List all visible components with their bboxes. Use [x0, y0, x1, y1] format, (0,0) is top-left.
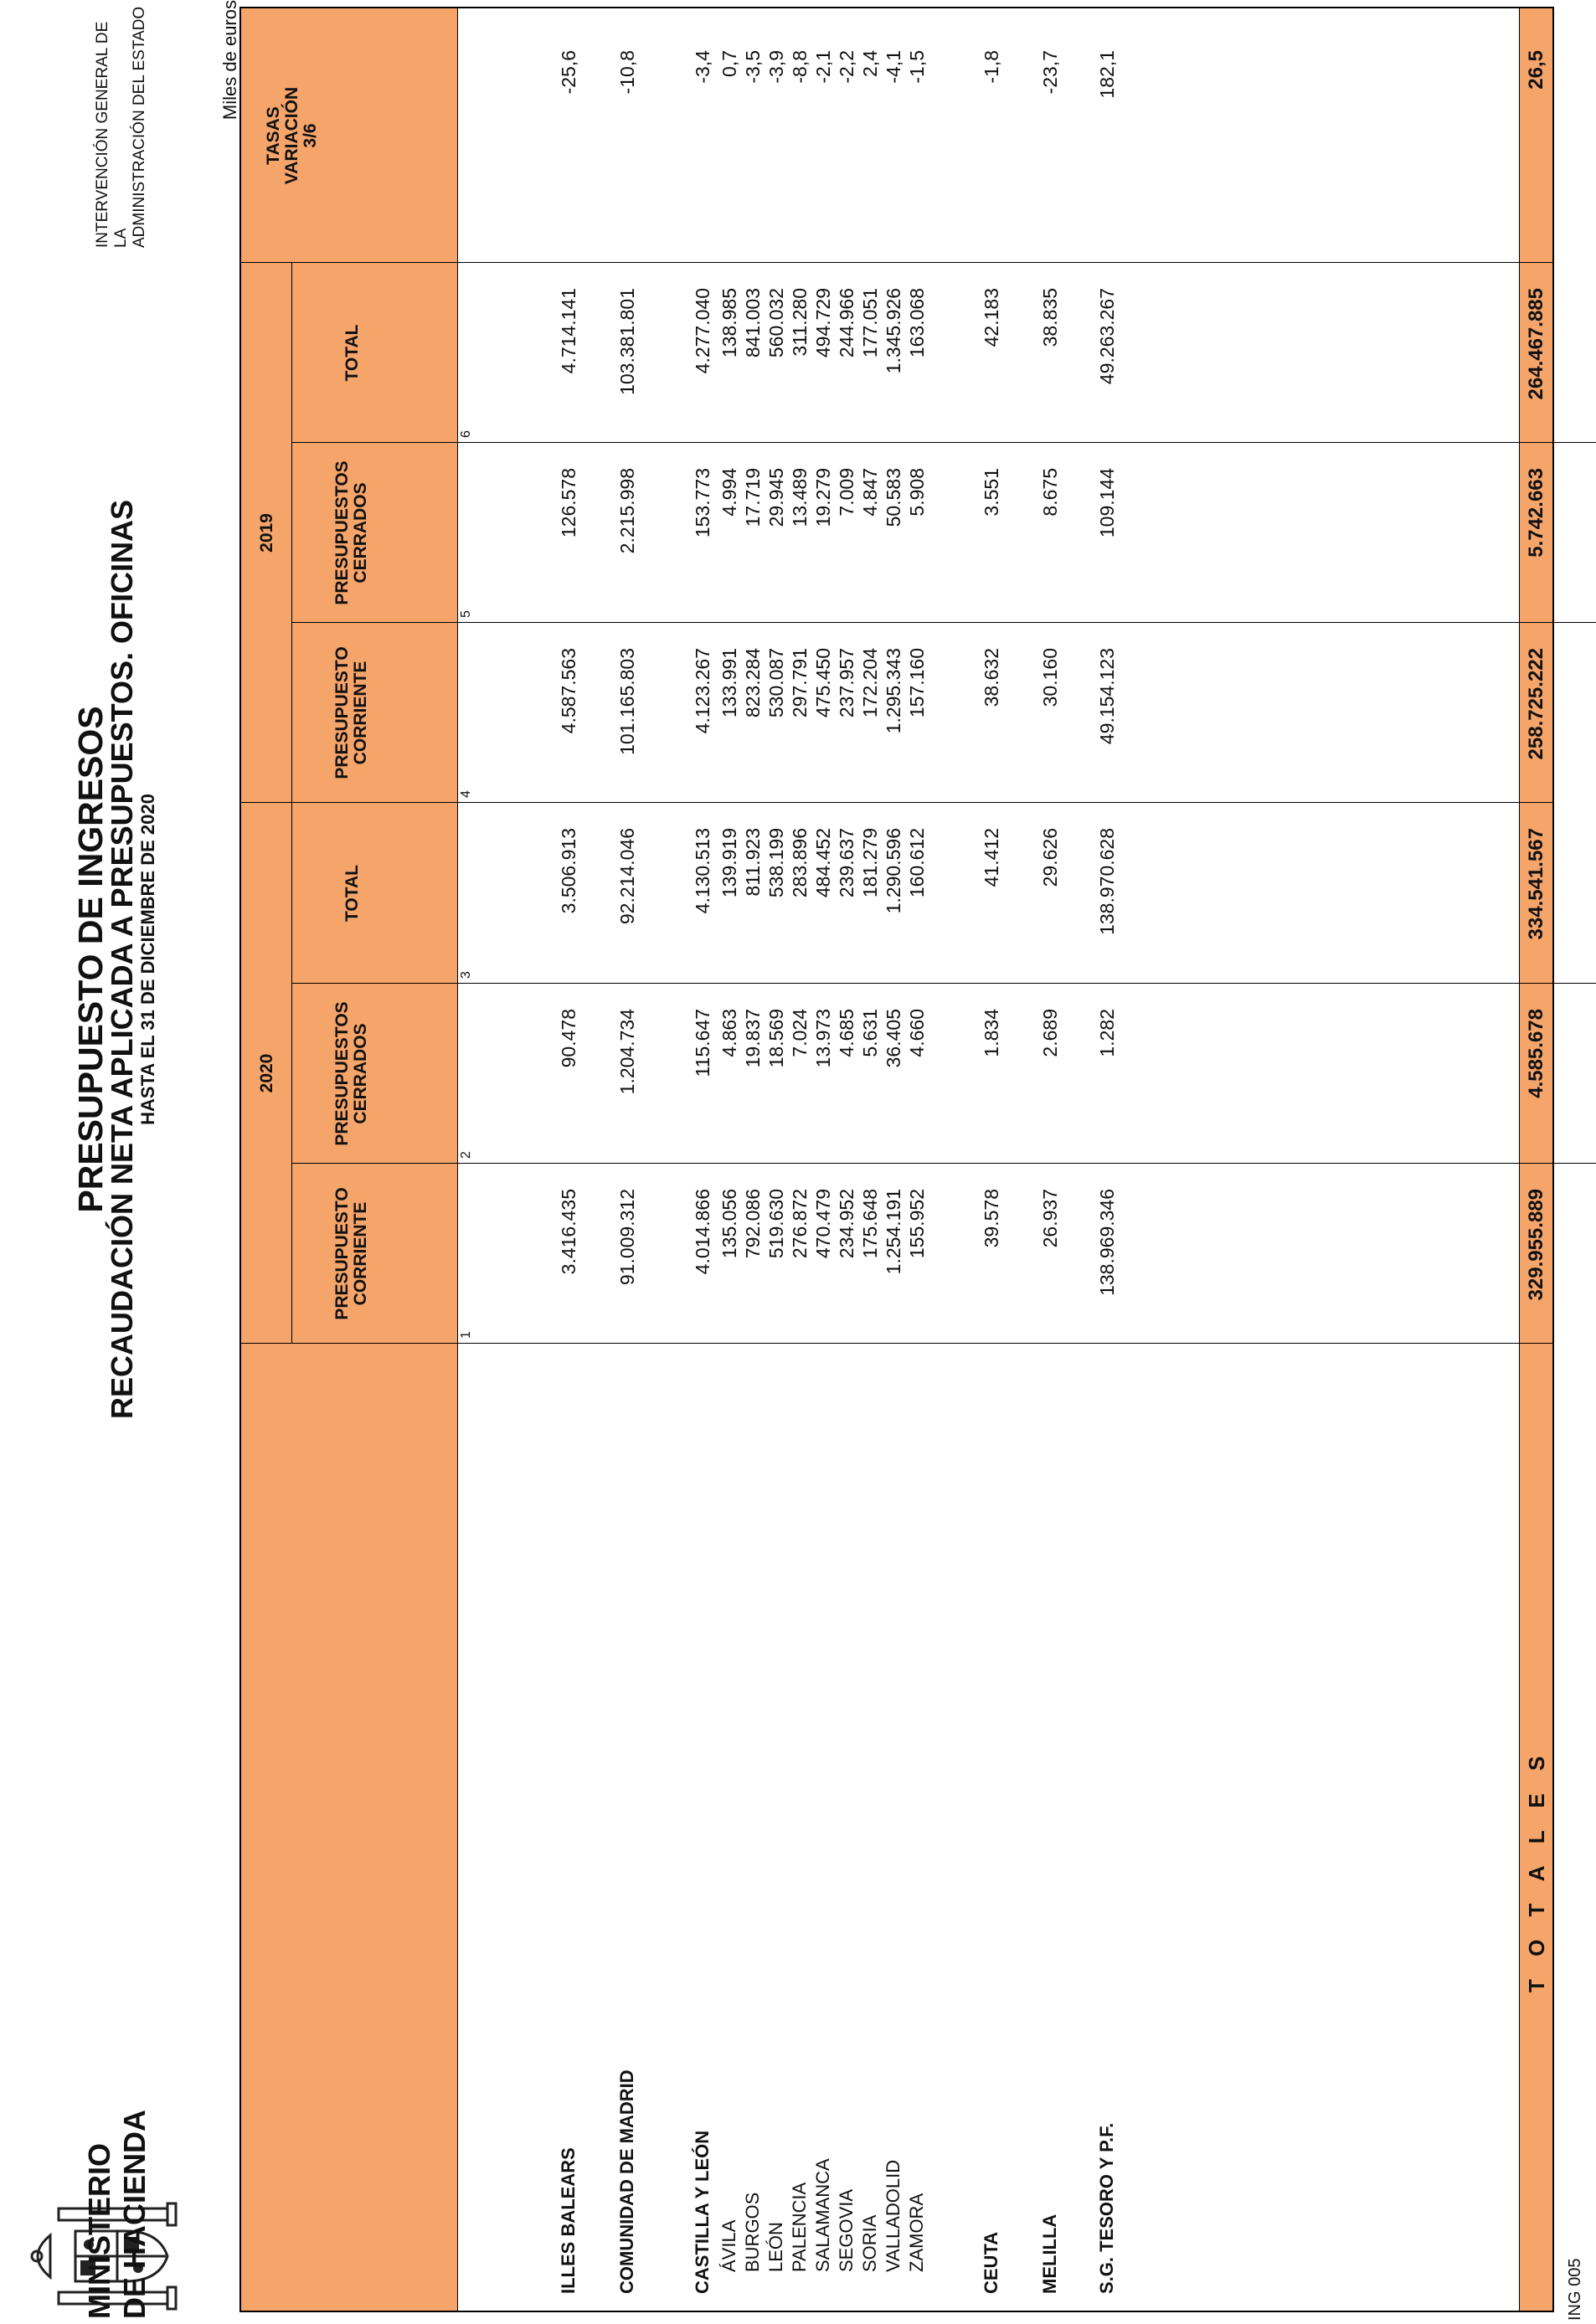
col-rule-4 — [291, 622, 1596, 623]
form-code: ING 005 — [1566, 2258, 1584, 2321]
row-0-value-6: 4.714.141 — [558, 288, 579, 374]
row-3-value-7: 0,7 — [718, 50, 740, 77]
row-12-value-3: 41.412 — [981, 828, 1002, 887]
totals-value-6: 264.467.885 — [1525, 288, 1547, 400]
row-1-value-5: 2.215.998 — [616, 468, 638, 554]
row-label-0: ILLES BALEARS — [558, 2147, 579, 2294]
intervencion-line-1: INTERVENCIÓN GENERAL DE LA — [94, 21, 130, 248]
row-12-value-6: 42.183 — [981, 288, 1002, 347]
row-1-value-3: 92.214.046 — [616, 828, 638, 925]
row-6-value-2: 7.024 — [789, 1009, 811, 1057]
row-11-value-3: 160.612 — [906, 828, 928, 898]
intervencion-line-2: ADMINISTRACIÓN DEL ESTADO — [131, 6, 148, 248]
ministry-line-2: DE HACIENDA — [117, 2109, 152, 2319]
column-header-line: TOTAL — [342, 864, 362, 923]
column-header-6 — [343, 263, 362, 443]
row-label-2: CASTILLA Y LEÓN — [692, 2130, 713, 2294]
row-7-value-5: 19.279 — [812, 468, 834, 527]
row-8-value-3: 239.637 — [836, 828, 857, 898]
column-header-line: PRESUPUESTO — [332, 1187, 352, 1320]
rate-header-line: 3/6 — [301, 123, 320, 148]
row-11-value-2: 4.660 — [906, 1009, 928, 1057]
row-9-value-6: 177.051 — [859, 288, 881, 358]
row-14-value-3: 138.970.628 — [1096, 828, 1118, 935]
col-rule-2 — [291, 983, 1596, 984]
row-12-value-5: 3.551 — [981, 468, 1002, 517]
row-label-6: PALENCIA — [789, 2182, 810, 2272]
row-10-value-4: 1.295.343 — [883, 648, 904, 734]
column-number-5: 5 — [459, 610, 473, 618]
row-5-value-1: 519.630 — [765, 1189, 787, 1259]
column-header-line: CERRADOS — [351, 1023, 370, 1124]
row-3-value-1: 135.056 — [718, 1189, 740, 1259]
row-11-value-1: 155.952 — [906, 1189, 928, 1259]
row-10-value-1: 1.254.191 — [883, 1189, 904, 1275]
row-6-value-5: 13.489 — [789, 468, 811, 527]
ministry-name — [82, 2110, 152, 2319]
column-header-line: TOTAL — [342, 324, 362, 382]
row-10-value-6: 1.345.926 — [883, 288, 904, 374]
row-label-14: S.G. TESORO Y P.F. — [1096, 2122, 1117, 2294]
row-0-value-5: 126.578 — [558, 468, 579, 538]
row-8-value-4: 237.957 — [836, 648, 857, 718]
row-7-value-1: 470.479 — [812, 1189, 834, 1259]
row-1-value-4: 101.165.803 — [616, 648, 638, 755]
col-rule-1 — [291, 1163, 1596, 1164]
row-8-value-1: 234.952 — [836, 1189, 857, 1259]
row-10-value-3: 1.290.596 — [883, 828, 904, 914]
row-7-value-4: 475.450 — [812, 648, 834, 718]
rate-header — [265, 8, 320, 263]
column-header-line: CORRIENTE — [351, 661, 370, 765]
row-11-value-7: -1,5 — [906, 50, 928, 84]
row-6-value-6: 311.280 — [789, 288, 811, 357]
row-0-value-3: 3.506.913 — [558, 828, 579, 914]
row-11-value-6: 163.068 — [906, 288, 928, 358]
column-header-5 — [333, 443, 370, 623]
row-12-value-1: 39.578 — [981, 1189, 1002, 1248]
totals-value-1: 329.955.889 — [1525, 1189, 1547, 1301]
row-8-value-6: 244.966 — [836, 288, 857, 358]
row-9-value-5: 4.847 — [859, 468, 881, 517]
row-12-value-7: -1,8 — [981, 50, 1002, 84]
column-number-1: 1 — [459, 1331, 473, 1339]
row-5-value-3: 538.199 — [765, 828, 787, 898]
column-header-3 — [343, 803, 362, 984]
row-6-value-3: 283.896 — [789, 828, 811, 898]
row-7-value-3: 484.452 — [812, 828, 834, 898]
row-3-value-6: 138.985 — [718, 288, 740, 358]
row-12-value-2: 1.834 — [981, 1009, 1002, 1057]
row-4-value-6: 841.003 — [742, 288, 764, 358]
row-9-value-1: 175.648 — [859, 1189, 881, 1259]
row-9-value-3: 181.279 — [859, 828, 881, 898]
row-13-value-2: 2.689 — [1039, 1009, 1061, 1057]
row-label-8: SEGOVIA — [836, 2188, 857, 2272]
row-label-7: SALAMANCA — [812, 2158, 833, 2272]
row-label-13: MELILLA — [1039, 2213, 1060, 2294]
row-label-1: COMUNIDAD DE MADRID — [616, 2069, 637, 2294]
row-label-10: VALLADOLID — [883, 2159, 904, 2272]
row-7-value-6: 494.729 — [812, 288, 834, 358]
row-4-value-4: 823.284 — [742, 648, 764, 718]
row-9-value-7: 2,4 — [859, 50, 881, 77]
row-4-value-5: 17.719 — [742, 468, 764, 527]
row-9-value-4: 172.204 — [859, 648, 881, 718]
row-9-value-2: 5.631 — [859, 1009, 881, 1057]
row-1-value-2: 1.204.734 — [616, 1009, 638, 1095]
row-label-12: CEUTA — [981, 2231, 1001, 2294]
report-title: PRESUPUESTO DE INGRESOS — [71, 706, 110, 1213]
row-13-value-4: 30.160 — [1039, 648, 1061, 707]
row-3-value-2: 4.863 — [718, 1009, 740, 1057]
row-8-value-5: 7.009 — [836, 468, 857, 517]
row-14-value-4: 49.154.123 — [1096, 648, 1118, 745]
row-13-value-7: -23,7 — [1039, 50, 1061, 95]
ministry-line-1: MINISTERIO — [82, 2142, 116, 2319]
row-4-value-3: 811.923 — [742, 828, 764, 897]
year-current-label: 2020 — [257, 1053, 276, 1093]
column-header-2 — [333, 984, 370, 1164]
row-6-value-7: -8,8 — [789, 50, 811, 84]
column-number-2: 2 — [459, 1151, 473, 1159]
row-2-value-6: 4.277.040 — [692, 288, 713, 374]
totals-value-7: 26,5 — [1525, 50, 1547, 90]
row-10-value-7: -4,1 — [883, 50, 904, 84]
rate-header-line: VARIACIÓN — [282, 86, 301, 185]
report-subtitle: RECAUDACIÓN NETA APLICADA A PRESUPUESTOS. OFICINAS — [105, 499, 139, 1420]
totals-top-rule — [1519, 8, 1520, 2311]
row-6-value-4: 297.791 — [789, 648, 811, 718]
row-8-value-2: 4.685 — [836, 1009, 857, 1057]
row-0-value-7: -25,6 — [558, 50, 579, 95]
row-2-value-3: 4.130.513 — [692, 828, 713, 914]
row-11-value-4: 157.160 — [906, 648, 928, 718]
row-5-value-2: 18.569 — [765, 1009, 787, 1068]
col-rule-5 — [291, 442, 1596, 443]
row-5-value-7: -3,9 — [765, 50, 787, 84]
row-14-value-6: 49.263.267 — [1096, 288, 1118, 385]
year-previous-label: 2019 — [257, 513, 276, 553]
row-5-value-6: 560.032 — [765, 288, 787, 358]
row-7-value-2: 13.973 — [812, 1009, 834, 1068]
column-header-line: PRESUPUESTO — [332, 646, 352, 779]
row-14-value-7: 182,1 — [1096, 50, 1118, 99]
row-6-value-1: 276.872 — [789, 1189, 811, 1259]
column-number-4: 4 — [459, 790, 473, 798]
units-label: Miles de euros — [219, 0, 240, 121]
row-14-value-1: 138.969.346 — [1096, 1189, 1118, 1296]
row-2-value-5: 153.773 — [692, 468, 713, 538]
row-1-value-7: -10,8 — [616, 50, 638, 95]
column-number-3: 3 — [459, 971, 473, 979]
header-fill-left — [241, 1344, 457, 2311]
report-date-line: HASTA EL 31 DE DICIEMBRE DE 2020 — [137, 794, 158, 1125]
row-13-value-3: 29.626 — [1039, 828, 1061, 887]
row-10-value-2: 36.405 — [883, 1009, 904, 1068]
row-2-value-7: -3,4 — [692, 50, 713, 84]
col-rule-6 — [241, 262, 1552, 263]
row-0-value-4: 4.587.563 — [558, 648, 579, 734]
column-number-6: 6 — [459, 430, 473, 438]
row-13-value-1: 26.937 — [1039, 1189, 1061, 1248]
totals-value-5: 5.742.663 — [1525, 468, 1547, 558]
row-14-value-2: 1.282 — [1096, 1009, 1118, 1057]
row-1-value-6: 103.381.801 — [616, 288, 638, 395]
year-divider — [291, 263, 292, 1344]
column-header-4 — [333, 623, 370, 803]
row-4-value-1: 792.086 — [742, 1189, 764, 1259]
revenue-table — [239, 7, 1554, 2312]
column-header-line: CORRIENTE — [351, 1201, 370, 1306]
row-12-value-4: 38.632 — [981, 648, 1002, 707]
row-13-value-5: 8.675 — [1039, 468, 1061, 517]
row-0-value-2: 90.478 — [558, 1009, 579, 1068]
row-3-value-5: 4.994 — [718, 468, 740, 517]
row-3-value-4: 133.991 — [718, 648, 740, 718]
row-8-value-7: -2,2 — [836, 50, 857, 84]
row-5-value-5: 29.945 — [765, 468, 787, 527]
column-header-1 — [333, 1164, 370, 1344]
row-label-4: BURGOS — [742, 2192, 763, 2272]
row-label-9: SORIA — [859, 2214, 880, 2272]
row-2-value-1: 4.014.866 — [692, 1189, 713, 1275]
totals-value-3: 334.541.567 — [1525, 828, 1547, 940]
header-bottom-rule — [457, 8, 458, 2311]
row-4-value-7: -3,5 — [742, 50, 764, 84]
row-11-value-5: 5.908 — [906, 468, 928, 517]
column-header-line: CERRADOS — [351, 482, 370, 584]
row-7-value-7: -2,1 — [812, 50, 834, 84]
row-2-value-4: 4.123.267 — [692, 648, 713, 734]
totals-label: T O T A L E S — [1524, 1747, 1549, 1992]
row-label-5: LEÓN — [765, 2222, 786, 2272]
column-header-line: PRESUPUESTOS — [332, 460, 352, 605]
row-3-value-3: 139.919 — [718, 828, 740, 898]
rate-header-line: TASAS — [264, 106, 283, 165]
row-10-value-5: 50.583 — [883, 468, 904, 527]
row-2-value-2: 115.647 — [692, 1009, 713, 1077]
column-header-line: PRESUPUESTOS — [332, 1001, 352, 1146]
row-13-value-6: 38.835 — [1039, 288, 1061, 347]
row-1-value-1: 91.009.312 — [616, 1189, 638, 1286]
row-label-11: ZAMORA — [906, 2193, 927, 2272]
row-5-value-4: 530.087 — [765, 648, 787, 718]
row-label-3: ÁVILA — [718, 2219, 739, 2272]
row-14-value-5: 109.144 — [1096, 468, 1118, 538]
row-4-value-2: 19.837 — [742, 1009, 764, 1068]
totals-value-2: 4.585.678 — [1525, 1009, 1547, 1098]
totals-value-4: 258.725.222 — [1525, 648, 1547, 760]
intervencion-general — [94, 0, 149, 248]
row-0-value-1: 3.416.435 — [558, 1189, 579, 1275]
